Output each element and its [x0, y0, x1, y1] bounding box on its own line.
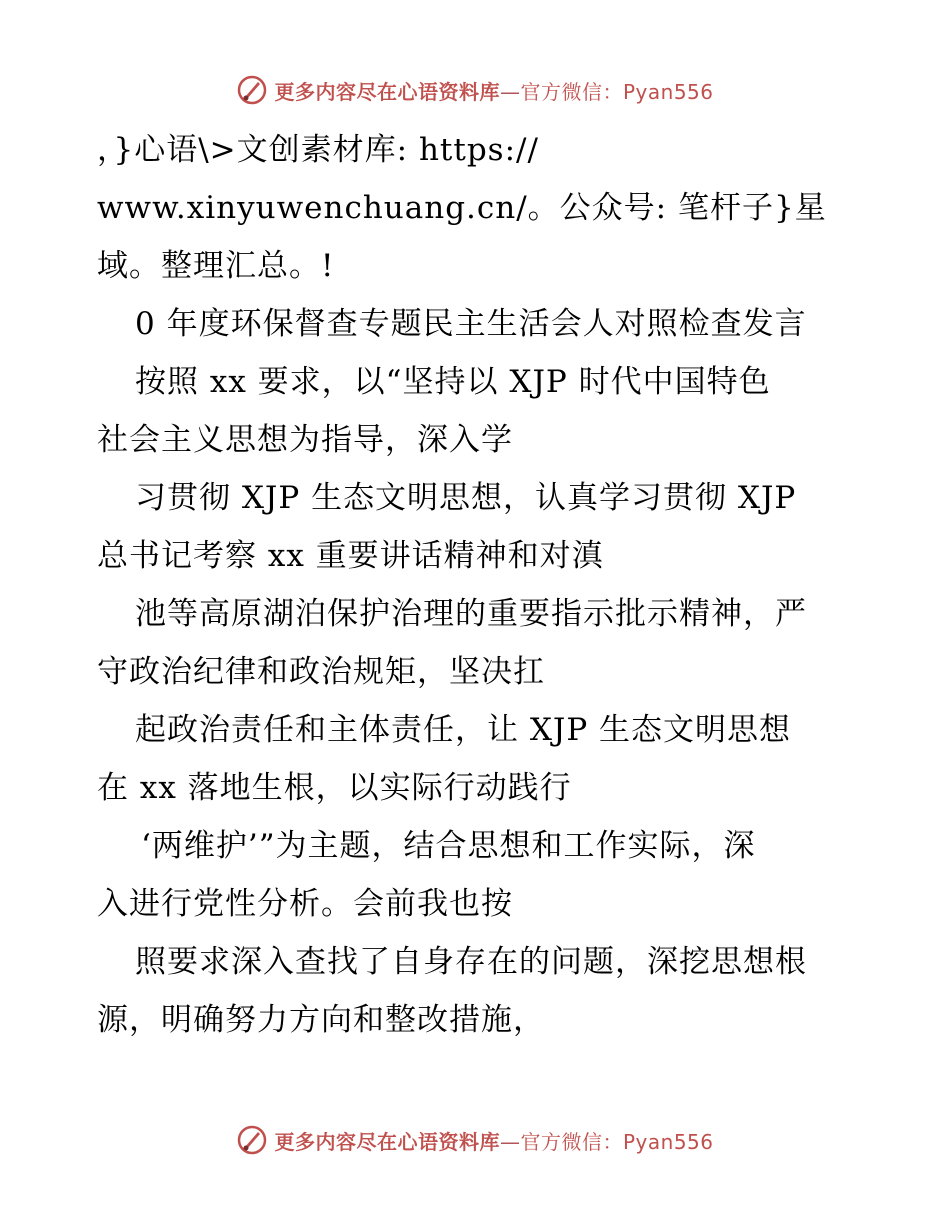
footer-watermark [0, 1120, 950, 1160]
watermark-dash: — [499, 1129, 521, 1154]
text-line-2: www.xinyuwenchuang.cn/。公众号: 笔杆子}星 [97, 190, 827, 226]
watermark-text [274, 76, 713, 105]
watermark-brand: 更多内容尽在心语资料库 [274, 79, 500, 104]
text-line-15: 照要求深入查找了自身存在的问题，深挖思想根 [135, 944, 807, 980]
text-line-13: ‘两维护’”为主题，结合思想和工作实际，深 [141, 828, 756, 864]
text-line-12: 在 xx 落地生根，以实际行动践行 [97, 770, 572, 806]
text-line-16: 源，明确努力方向和整改措施， [97, 1002, 545, 1038]
watermark-brand: 更多内容尽在心语资料库 [274, 1129, 500, 1154]
quill-pen-seal-icon [236, 1124, 268, 1156]
text-line-14: 入进行党性分析。会前我也按 [97, 886, 513, 922]
text-line-6: 社会主义思想为指导，深入学 [97, 422, 513, 458]
quill-pen-seal-icon [236, 74, 268, 106]
document-title: 0 年度环保督查专题民主生活会人对照检查发言 [135, 306, 807, 342]
watermark-wechat-label: 官方微信 [520, 1129, 603, 1154]
watermark-colon: ： [602, 79, 623, 104]
text-line-8: 总书记考察 xx 重要讲话精神和对滇 [97, 538, 604, 574]
watermark-text [274, 1126, 713, 1155]
text-line-5: 按照 xx 要求，以“坚持以 XJP 时代中国特色 [135, 364, 771, 400]
watermark-wechat-label: 官方微信 [520, 79, 603, 104]
text-line-9: 池等高原湖泊保护治理的重要指示批示精神，严 [135, 596, 807, 632]
watermark-wechat-id: Pyan556 [622, 79, 714, 104]
header-watermark [0, 70, 950, 110]
text-line-11: 起政治责任和主体责任，让 XJP 生态文明思想 [135, 712, 792, 748]
watermark-wechat-id: Pyan556 [622, 1129, 714, 1154]
document-body [97, 121, 857, 1049]
text-line-3: 域。整理汇总。! [97, 248, 335, 284]
text-line-7: 习贯彻 XJP 生态文明思想，认真学习贯彻 XJP [135, 480, 797, 516]
watermark-dash: — [499, 79, 521, 104]
watermark-colon: ： [602, 1129, 623, 1154]
text-line-10: 守政治纪律和政治规矩，坚决扛 [97, 654, 545, 690]
text-line-1: ，}心语\>文创素材库: https:// [97, 132, 539, 168]
